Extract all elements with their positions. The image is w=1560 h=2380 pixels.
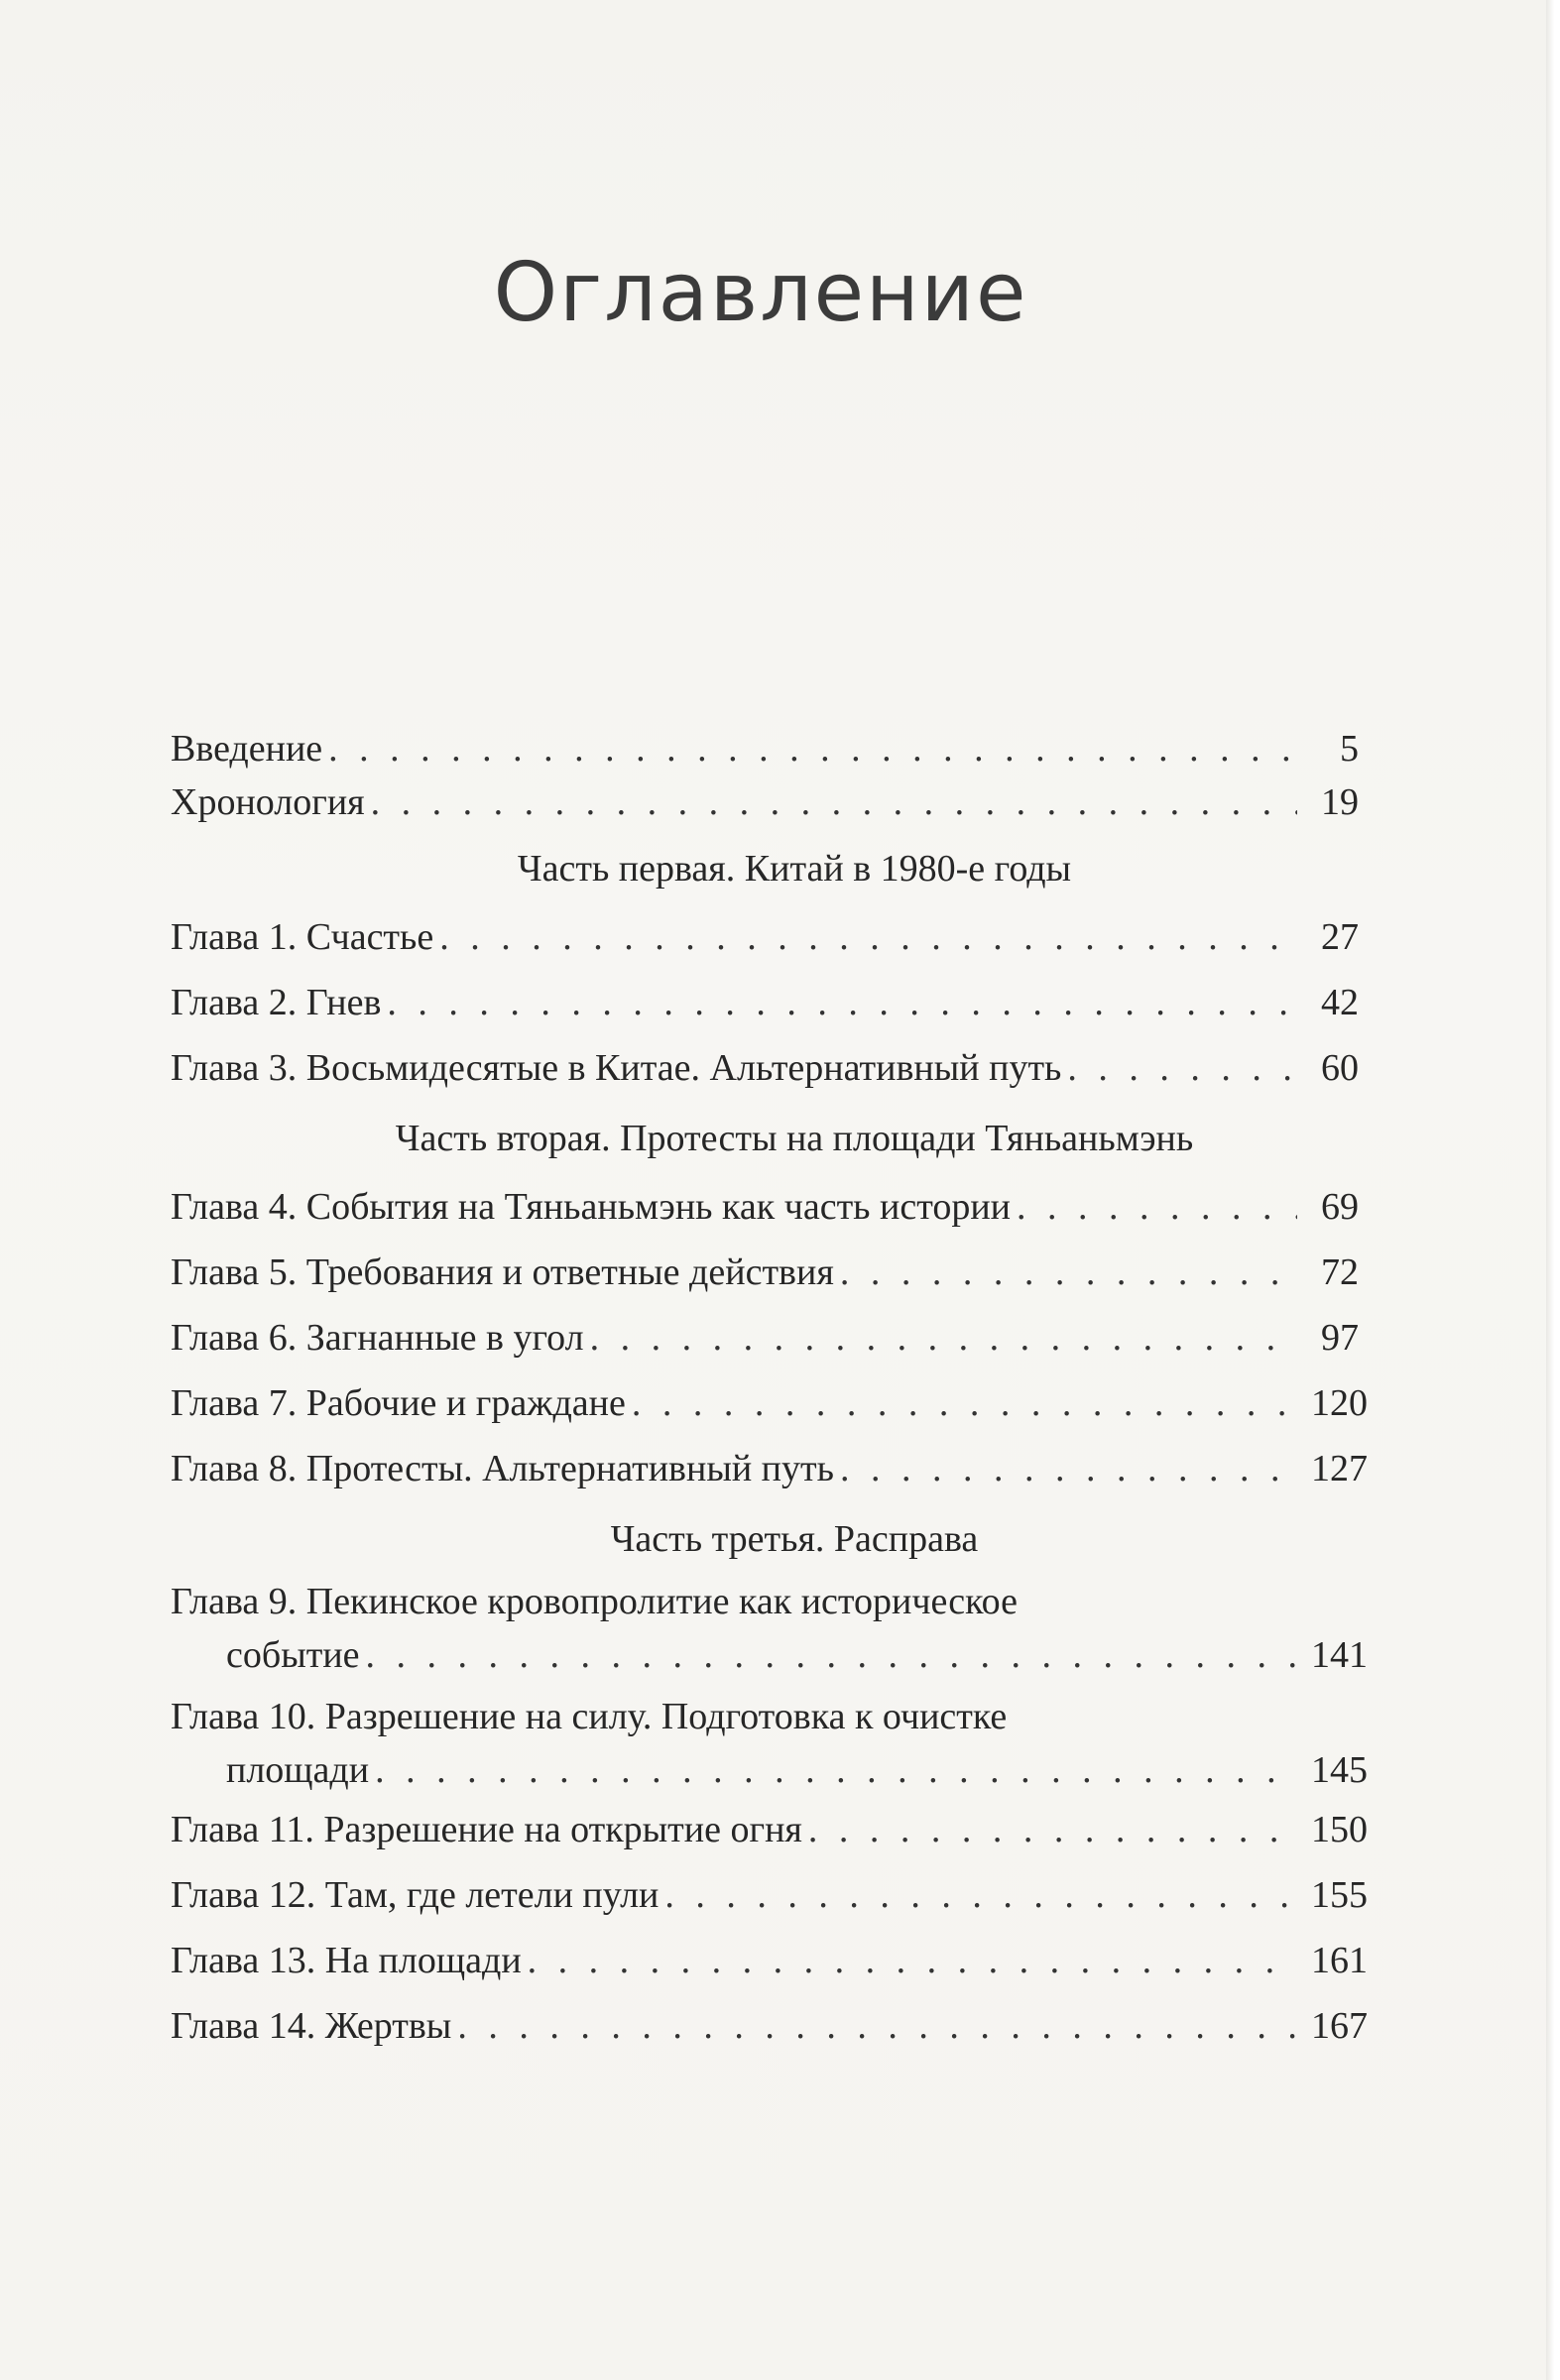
dot-leader bbox=[590, 1305, 1297, 1370]
page-edge bbox=[1546, 0, 1560, 2380]
toc-page-number: 5 bbox=[1340, 728, 1359, 770]
toc-page-number: 27 bbox=[1321, 916, 1359, 958]
dot-leader bbox=[371, 775, 1297, 829]
toc-entry-label: Глава 2. Гнев bbox=[171, 982, 382, 1023]
toc-entry-chapter-9[interactable] bbox=[171, 1575, 1368, 1682]
dot-leader bbox=[840, 1436, 1297, 1501]
toc-entry-chapter-2[interactable] bbox=[171, 970, 1359, 1035]
toc-page-number: 155 bbox=[1311, 1874, 1368, 1916]
dot-leader bbox=[375, 1743, 1297, 1797]
part-heading-3: Часть третья. Расправа bbox=[610, 1518, 979, 1560]
toc-page-number: 69 bbox=[1321, 1186, 1359, 1228]
toc-entry-chapter-10[interactable] bbox=[171, 1690, 1368, 1797]
toc-entry-introduction[interactable] bbox=[171, 722, 1359, 775]
dot-leader bbox=[439, 904, 1297, 970]
toc-entry-label: Хронология bbox=[171, 781, 365, 823]
page-title: Оглавление bbox=[493, 246, 1028, 340]
toc-entry-label: Глава 12. Там, где летели пули bbox=[171, 1874, 660, 1916]
toc-page-number: 167 bbox=[1311, 2005, 1368, 2047]
dot-leader bbox=[1067, 1035, 1297, 1101]
dot-leader bbox=[840, 1240, 1297, 1305]
dot-leader bbox=[632, 1370, 1297, 1436]
toc-entry-label: Глава 3. Восьмидесятые в Китае. Альтернативный путь bbox=[171, 1047, 1062, 1089]
toc-entry-chapter-11[interactable] bbox=[171, 1797, 1368, 1862]
toc-entry-chapter-7[interactable] bbox=[171, 1370, 1368, 1436]
toc-entry-label: Глава 14. Жертвы bbox=[171, 2005, 452, 2047]
dot-leader bbox=[664, 1862, 1297, 1928]
toc-entry-chapter-12[interactable] bbox=[171, 1862, 1368, 1928]
toc-entry-chapter-3[interactable] bbox=[171, 1035, 1359, 1101]
toc-page-number: 141 bbox=[1311, 1634, 1368, 1676]
toc-entry-label: Глава 4. События на Тяньаньмэнь как часть истории bbox=[171, 1186, 1011, 1228]
toc-entry-label: Введение bbox=[171, 728, 323, 770]
toc-entry-label-continued: площади bbox=[226, 1749, 370, 1791]
toc-entry-chapter-5[interactable] bbox=[171, 1240, 1359, 1305]
toc-entry-chapter-6[interactable] bbox=[171, 1305, 1359, 1370]
part-heading-2: Часть вторая. Протесты на площади Тяньаньмэнь bbox=[395, 1118, 1194, 1159]
toc-entry-label-continued: событие bbox=[226, 1634, 360, 1676]
toc-entry-label: Глава 10. Разрешение на силу. Подготовка к очистке bbox=[171, 1696, 1008, 1737]
table-of-contents bbox=[171, 722, 1368, 2059]
dot-leader bbox=[528, 1928, 1297, 1993]
toc-entry-label: Глава 5. Требования и ответные действия bbox=[171, 1251, 834, 1293]
toc-page-number: 150 bbox=[1311, 1809, 1368, 1850]
toc-entry-label: Глава 6. Загнанные в угол bbox=[171, 1317, 584, 1359]
toc-entry-label: Глава 9. Пекинское кровопролитие как историческое bbox=[171, 1581, 1019, 1622]
toc-page-number: 161 bbox=[1311, 1940, 1368, 1981]
toc-page-number: 127 bbox=[1311, 1448, 1368, 1489]
toc-entry-chapter-4[interactable] bbox=[171, 1174, 1359, 1240]
toc-entry-chapter-14[interactable] bbox=[171, 1993, 1368, 2059]
toc-entry-chapter-8[interactable] bbox=[171, 1436, 1368, 1501]
part-heading-1: Часть первая. Китай в 1980-е годы bbox=[517, 848, 1072, 890]
toc-page-number: 19 bbox=[1321, 781, 1359, 823]
toc-page-number: 97 bbox=[1321, 1317, 1359, 1359]
toc-entry-label: Глава 1. Счастье bbox=[171, 916, 434, 958]
toc-entry-chapter-1[interactable] bbox=[171, 904, 1359, 970]
toc-page-number: 145 bbox=[1311, 1749, 1368, 1791]
dot-leader bbox=[808, 1797, 1297, 1862]
toc-entry-label: Глава 8. Протесты. Альтернативный путь bbox=[171, 1448, 834, 1489]
toc-page-number: 60 bbox=[1321, 1047, 1359, 1089]
toc-entry-label: Глава 11. Разрешение на открытие огня bbox=[171, 1809, 802, 1850]
dot-leader bbox=[387, 970, 1297, 1035]
toc-page-number: 120 bbox=[1311, 1382, 1368, 1424]
toc-page-number: 42 bbox=[1321, 982, 1359, 1023]
dot-leader bbox=[328, 722, 1297, 775]
toc-entry-label: Глава 7. Рабочие и граждане bbox=[171, 1382, 626, 1424]
toc-entry-label: Глава 13. На площади bbox=[171, 1940, 522, 1981]
dot-leader bbox=[366, 1628, 1297, 1682]
toc-entry-chronology[interactable] bbox=[171, 775, 1359, 829]
dot-leader bbox=[1017, 1174, 1297, 1240]
toc-page-number: 72 bbox=[1321, 1251, 1359, 1293]
toc-entry-chapter-13[interactable] bbox=[171, 1928, 1368, 1993]
dot-leader bbox=[457, 1993, 1297, 2059]
